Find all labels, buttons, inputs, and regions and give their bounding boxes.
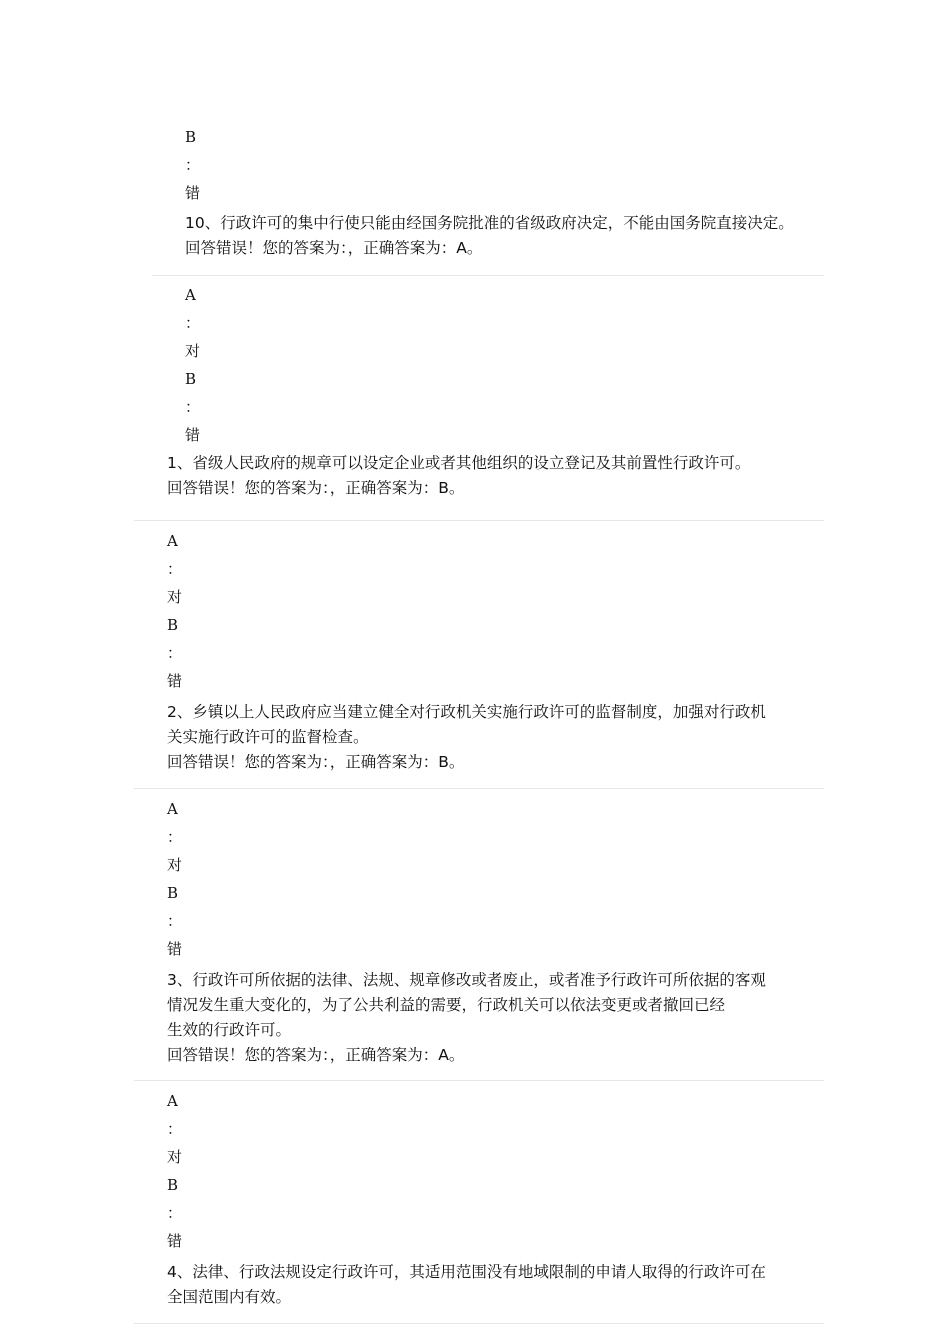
question-line: 4、法律、行政法规设定行政许可，其适用范围没有地域限制的申请人取得的行政许可在 xyxy=(167,1263,766,1281)
answer-feedback: 回答错误！您的答案为：，正确答案为：B。 xyxy=(167,479,465,497)
divider xyxy=(134,788,824,789)
option-letter[interactable]: A xyxy=(167,1092,178,1110)
option-text[interactable]: 对 xyxy=(185,342,201,360)
option-colon: ： xyxy=(185,314,201,332)
question-block-4 xyxy=(0,1087,950,1310)
option-letter[interactable]: B xyxy=(167,884,179,902)
option-text[interactable]: 对 xyxy=(167,856,183,874)
divider xyxy=(134,520,824,521)
option-letter[interactable]: B xyxy=(167,616,179,634)
question-text xyxy=(0,451,950,476)
question-line: 关实施行政许可的监督检查。 xyxy=(167,728,369,746)
option-text[interactable]: 错 xyxy=(167,1232,183,1250)
question-block-1 xyxy=(0,281,950,501)
option-colon: ： xyxy=(167,912,183,930)
option-letter[interactable]: B xyxy=(167,1176,179,1194)
question-block-10 xyxy=(0,123,950,261)
option-colon: ： xyxy=(185,398,201,416)
divider xyxy=(134,1323,824,1324)
option-text[interactable]: 对 xyxy=(167,1148,183,1166)
option-colon: ： xyxy=(185,156,201,174)
question-text xyxy=(0,211,950,236)
option-letter[interactable]: B xyxy=(185,370,197,388)
answer-feedback: 回答错误！您的答案为：，正确答案为：A。 xyxy=(185,239,483,257)
divider xyxy=(134,1080,824,1081)
question-text xyxy=(0,1260,950,1310)
option-text[interactable]: 错 xyxy=(167,940,183,958)
question-line: 2、乡镇以上人民政府应当建立健全对行政机关实施行政许可的监督制度，加强对行政机 xyxy=(167,703,766,721)
option-colon: ： xyxy=(167,828,183,846)
option-text[interactable]: 错 xyxy=(185,184,201,202)
divider xyxy=(152,275,824,276)
option-colon: ： xyxy=(167,1204,183,1222)
question-block-2 xyxy=(0,527,950,775)
option-text[interactable]: 错 xyxy=(167,672,183,690)
option-letter[interactable]: A xyxy=(185,286,196,304)
question-line: 全国范围内有效。 xyxy=(167,1288,292,1306)
question-line: 10、行政许可的集中行使只能由经国务院批准的省级政府决定，不能由国务院直接决定。 xyxy=(185,214,794,232)
option-text[interactable]: 对 xyxy=(167,588,183,606)
option-colon: ： xyxy=(167,560,183,578)
question-line: 情况发生重大变化的，为了公共利益的需要，行政机关可以依法变更或者撤回已经 xyxy=(167,996,726,1014)
question-line: 3、行政许可所依据的法律、法规、规章修改或者废止，或者准予行政许可所依据的客观 xyxy=(167,971,766,989)
answer-feedback: 回答错误！您的答案为：，正确答案为：A。 xyxy=(167,1046,465,1064)
question-text xyxy=(0,968,950,1043)
option-letter[interactable]: A xyxy=(167,800,178,818)
option-colon: ： xyxy=(167,1120,183,1138)
option-text[interactable]: 错 xyxy=(185,426,201,444)
question-text xyxy=(0,700,950,750)
option-colon: ： xyxy=(167,644,183,662)
option-letter[interactable]: A xyxy=(167,532,178,550)
question-line: 1、省级人民政府的规章可以设定企业或者其他组织的设立登记及其前置性行政许可。 xyxy=(167,454,751,472)
option-letter[interactable]: B xyxy=(185,128,197,146)
question-block-3 xyxy=(0,795,950,1068)
question-line: 生效的行政许可。 xyxy=(167,1021,292,1039)
answer-feedback: 回答错误！您的答案为：，正确答案为：B。 xyxy=(167,753,465,771)
